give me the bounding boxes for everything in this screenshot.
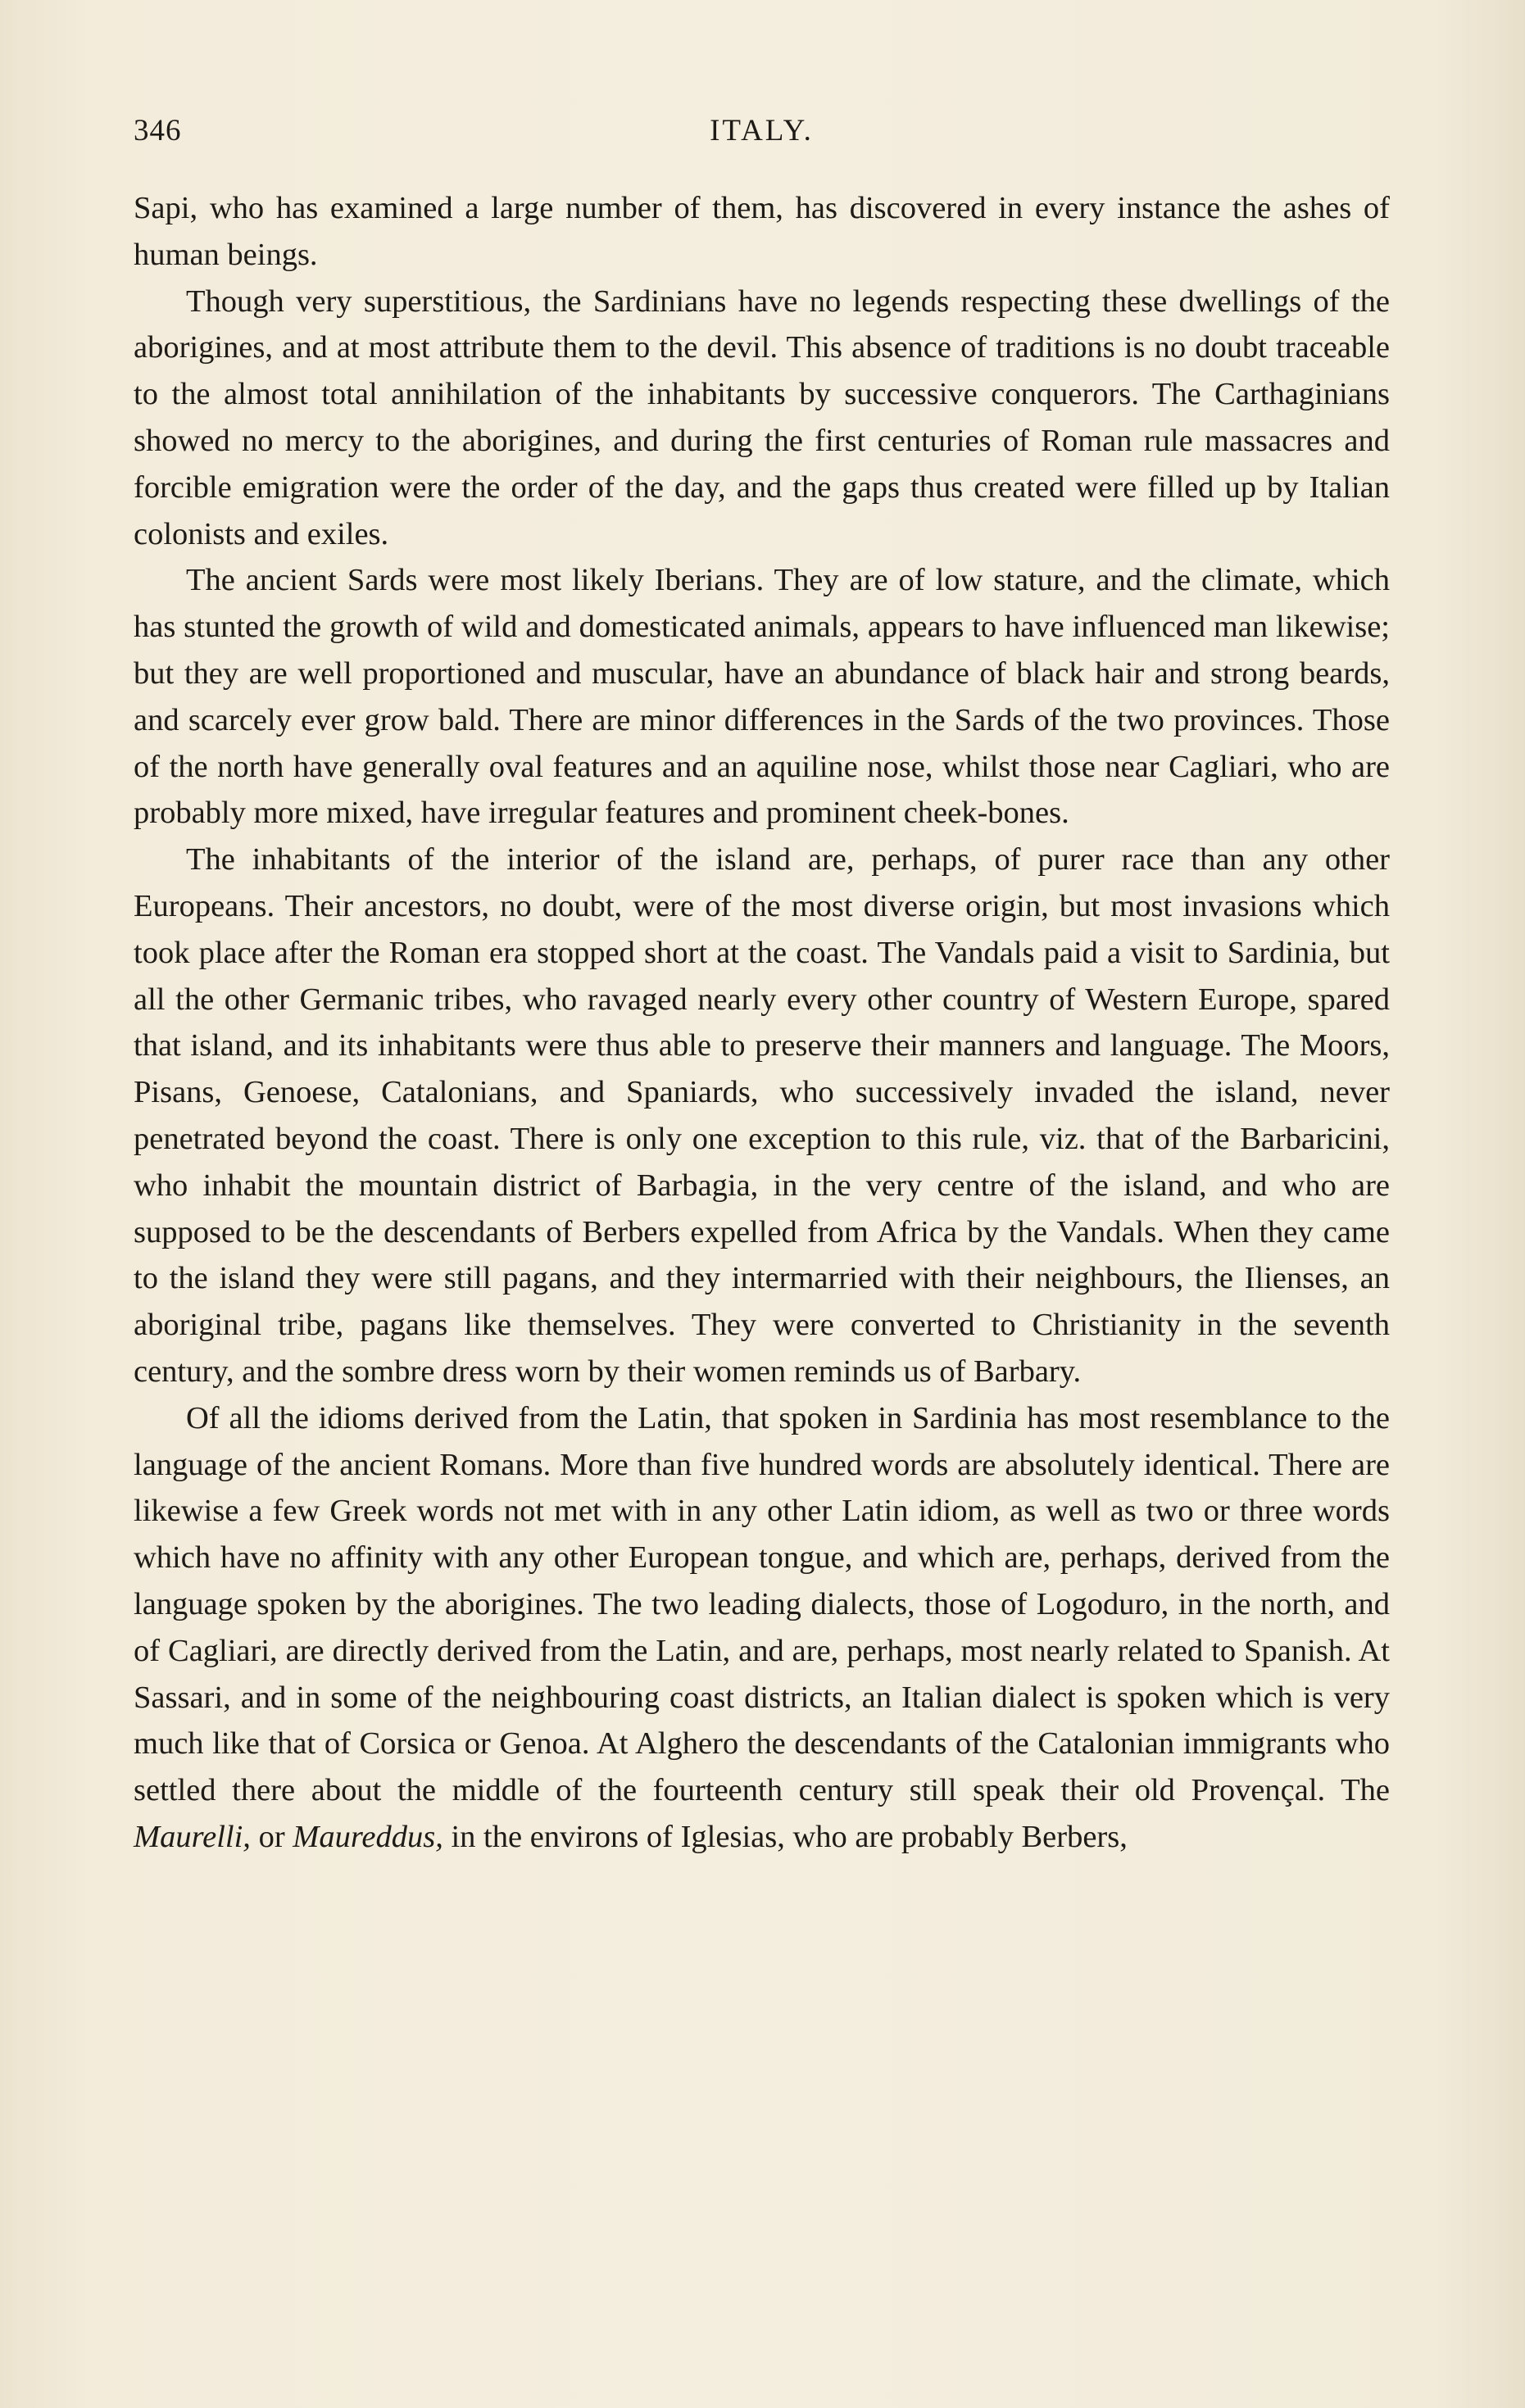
paragraph-5-text-after: in the environs of Iglesias, who are probably Berbers,: [443, 1819, 1128, 1854]
paragraph-5-text-middle: or: [250, 1819, 293, 1854]
paragraph-5: [134, 1395, 1390, 1861]
paragraph-4: The inhabitants of the interior of the island are, perhaps, of purer race than any other Europeans. Their ancestors, no doubt, were of the most diverse origin, but most invasions which took place after the Roman era stopped short at the coast. The Vandals paid a visit to Sardinia, but all the other Germanic tribes, who ravaged nearly every other country of Western Europe, spared that island, and its inhabitants were thus able to preserve their manners and language. The Moors, Pisans, Genoese, Catalonians, and Spaniards, who successively invaded the island, never penetrated beyond the coast. There is only one exception to this rule, viz. that of the Barbaricini, who inhabit the mountain district of Barbagia, in the very centre of the island, and who are supposed to be the descendants of Berbers expelled from Africa by the Vandals. When they came to the island they were still pagans, and they intermarried with their neighbours, the Ilienses, an aboriginal tribe, pagans like themselves. They were converted to Christianity in the seventh century, and the sombre dress worn by their women reminds us of Barbary.: [134, 842, 1390, 1389]
page-number: 346: [134, 114, 182, 147]
paragraph-3: The ancient Sards were most likely Iberians. They are of low stature, and the climate, which has stunted the growth of wild and domesticated animals, appears to have influenced man likewise; but they are well proportioned and muscular, have an abundance of black hair and strong beards, and scarcely ever grow bald. There are minor differences in the Sards of the two provinces. Those of the north have generally oval features and an aquiline nose, whilst those near Cagliari, who are probably more mixed, have irregular features and prominent cheek-bones.: [134, 563, 1390, 831]
paragraph-1: Sapi, who has examined a large number of them, has discovered in every instance the ashes of human beings.: [134, 191, 1390, 272]
italic-term-maurelli: Maurelli,: [134, 1819, 251, 1854]
italic-term-maureddus: Maureddus,: [293, 1819, 443, 1854]
paragraph-2: Though very superstitious, the Sardinians have no legends respecting these dwellings of the aborigines, and at most attribute them to the devil. This absence of traditions is no doubt traceable to the almost total annihilation of the inhabitants by successive conquerors. The Carthaginians showed no mercy to the aborigines, and during the first centuries of Roman rule massacres and forcible emigration were the order of the day, and the gaps thus created were filled up by Italian colonists and exiles.: [134, 283, 1390, 551]
running-head: ITALY.: [710, 114, 814, 147]
body-text: [134, 185, 1390, 1861]
page-header: [134, 113, 1390, 162]
paragraph-5-text-before: Of all the idioms derived from the Latin, that spoken in Sardinia has most resemblance to the language of the ancient Romans. More than five hundred words are absolutely identical. There are likewise a few Greek words not met with in any other Latin idiom, as well as two or three words which have no affinity with any other European tongue, and which are, perhaps, derived from the language spoken by the aborigines. The two leading dialects, those of Logoduro, in the north, and of Cagliari, are directly derived from the Latin, and are, perhaps, most nearly related to Spanish. At Sassari, and in some of the neighbouring coast districts, an Italian dialect is spoken which is very much like that of Corsica or Genoa. At Alghero the descendants of the Catalonian immigrants who settled there about the middle of the fourteenth century still speak their old Provençal. The: [134, 1400, 1390, 1808]
